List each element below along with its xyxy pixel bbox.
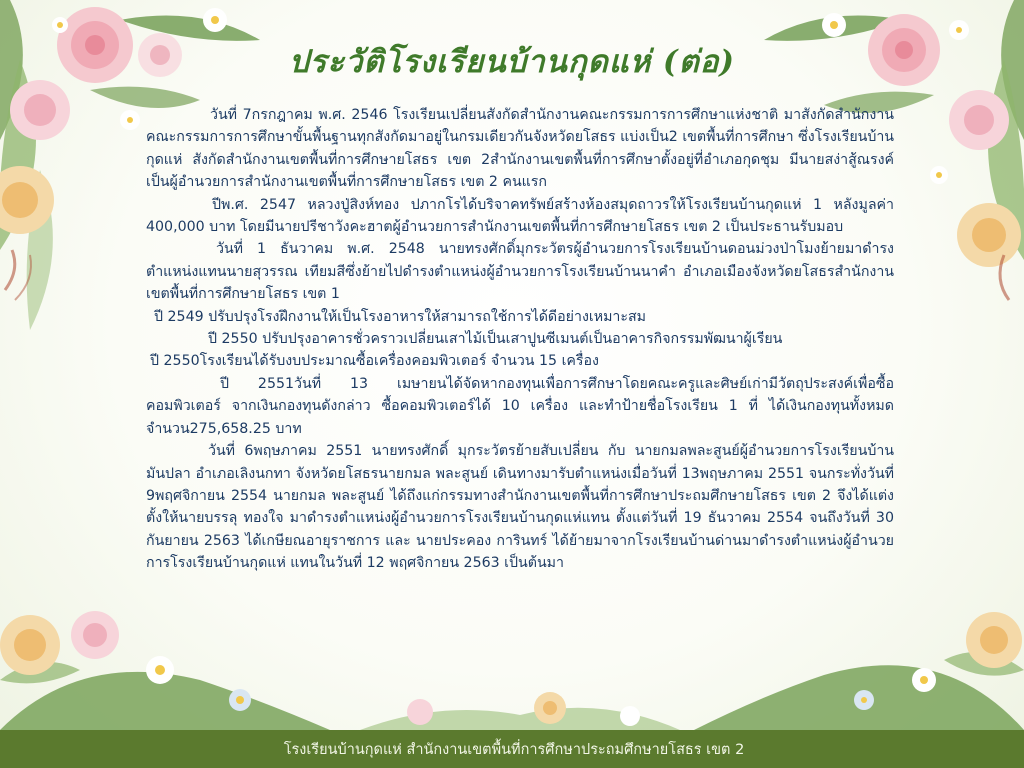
paragraph-2548: วันที่ 1 ธันวาคม พ.ศ. 2548 นายทรงศักดิ์มุกระวัตรผู้อำนวยการโรงเรียนบ้านดอนม่วงป่าโมงย้ายมาดำรงตำแหน่งแทนนายสุวรรณ เทียมสีซึ่งย้ายไปดำรงตำแหน่งผู้อำนวยการโรงเรียนบ้านนาคำ อำเภอเมืองจังหวัดยโสธรสำนักงานเขตพื้นที่การศึกษายโสธร เขต 1 xyxy=(146,241,894,303)
paragraph-2550-building: ปี 2550 ปรับปรุงอาคารชั่วคราวเปลี่ยนเสาไม้เป็นเสาปูนซีเมนต์เป็นอาคารกิจกรรมพัฒนาผู้เรียน xyxy=(208,331,783,348)
page-title: ประวัติโรงเรียนบ้านกุดแห่ (ต่อ) xyxy=(288,44,736,80)
paragraph-2551-fund: ปี 2551วันที่ 13 เมษายนได้จัดหากองทุนเพื่อการศึกษาโดยคณะครูและศิษย์เก่ามีวัตถุประสงค์เพื่อซื้อคอมพิวเตอร์ จากเงินกองทุนดังกล่าว ซื้อคอมพิวเตอร์ได้ 10 เครื่อง และทำป้ายชื่อโรงเรียน 1 ที่ ได้เงินกองทุนทั้งหมดจำนวน275,658.25 บาท xyxy=(146,375,894,437)
paragraph-2550-computers: ปี 2550โรงเรียนได้รับงบประมาณซื้อเครื่องคอมพิวเตอร์ จำนวน 15 เครื่อง xyxy=(150,353,599,370)
paragraph-2547: ปีพ.ศ. 2547 หลวงปู่สิงห์ทอง ปภากโรได้บริจาคทรัพย์สร้างห้องสมุดถาวรให้โรงเรียนบ้านกุดแห่ 1 หลังมูลค่า 400,000 บาท โดยมีนายปรีชาวังคะฮาตผู้อำนวยการสำนักงานเขตพื้นที่การศึกษายโสธร เขต 2 เป็นประธานรับมอบ xyxy=(146,196,894,236)
paragraph-2549: ปี 2549 ปรับปรุงโรงฝึกงานให้เป็นโรงอาหารให้สามารถใช้การได้ดีอย่างเหมาะสม xyxy=(154,308,647,325)
paragraph-2551-directors: วันที่ 6พฤษภาคม 2551 นายทรงศักดิ์ มุกระวัตรย้ายสับเปลี่ยน กับ นายกมลพละสูนย์ผู้อำนวยการโรงเรียนบ้านมันปลา อำเภอเลิงนกทา จังหวัดยโสธรนายกมล พละสูนย์ เดินทางมารับตำแหน่งเมื่อวันที่ 13พฤษภาคม 2551 จนกระทั่งวันที่ 9พฤศจิกายน 2554 นายกมล พละสูนย์ ได้ถึงแก่กรรมทางสำนักงานเขตพื้นที่การศึกษาประถมศึกษายโสธร เขต 2 จึงได้แต่งตั้งให้นายบรรลุ ทองใจ มาดำรงตำแหน่งผู้อำนวยการโรงเรียนบ้านกุดแห่แทน ตั้งแต่วันที่ 19 ธันวาคม 2554 จนถึงวันที่ 30 กันยายน 2563 ได้เกษียณอายุราชการ และ นายประคอง การินทร์ ได้ย้ายมาจากโรงเรียนบ้านด่านมาดำรงตำแหน่งผู้อำนวยการโรงเรียนบ้านกุดแห่ แทนในวันที่ 12 พฤศจิกายน 2563 เป็นต้นมา xyxy=(146,443,894,572)
floral-corner-bottom-left xyxy=(0,560,330,730)
footer-text: โรงเรียนบ้านกุดแห่ สำนักงานเขตพื้นที่การศึกษาประถมศึกษายโสธร เขต 2 xyxy=(283,741,745,758)
footer-bar xyxy=(0,730,1024,768)
floral-bottom-center xyxy=(360,680,680,730)
paragraph-2546: วันที่ 7กรกฎาคม พ.ศ. 2546 โรงเรียนเปลี่ยนสังกัดสำนักงานคณะกรรมการการศึกษาแห่งชาติ มาสังกัดสำนักงานคณะกรรมการการศึกษาขั้นพื้นฐานทุกสังกัดมาอยู่ในกรมเดียวกันจังหวัดยโสธร แบ่งเป็น2 เขตพื้นที่การศึกษา ซึ่งโรงเรียนบ้านกุดแห่ สังกัดสำนักงานเขตพื้นที่การศึกษายโสธร เขต 2สำนักงานเขตพื้นที่การศึกษาตั้งอยู่ที่อำเภอกุดชุม มีนายสง่าสู้ณรงค์เป็นผู้อำนวยการสำนักงานเขตพื้นที่การศึกษายโสธร เขต 2 คนแรก xyxy=(146,107,894,191)
floral-corner-bottom-right xyxy=(694,560,1024,730)
history-text xyxy=(146,104,894,575)
